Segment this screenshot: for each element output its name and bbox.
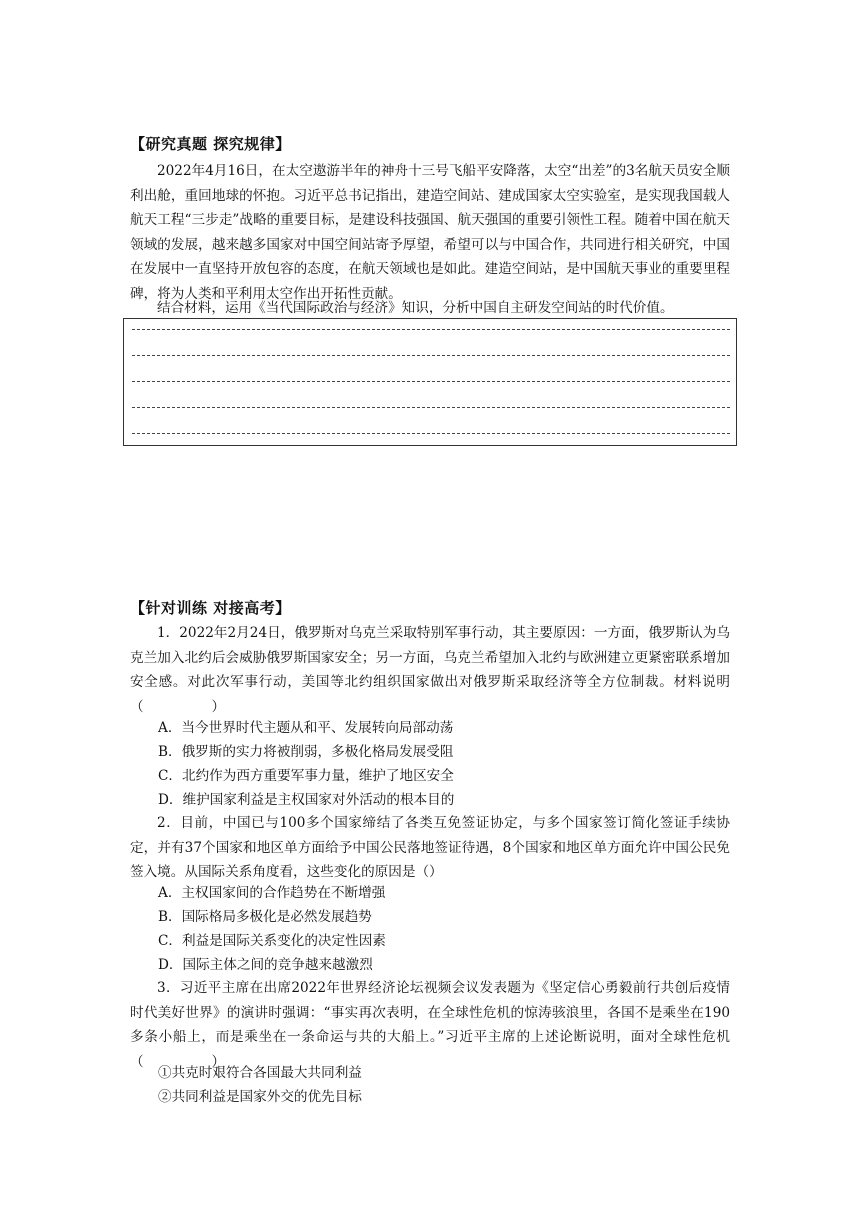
question-3-stem: 3．习近平主席在出席2022年世界经济论坛视频会议发表题为《坚定信心勇毅前行共创后疫情时代美好世界》的演讲时强调：“事实再次表明，在全球性危机的惊涛骇浪里，各国不是乘坐在190多条小船上，而是乘坐在一条命运与共的大船上。”习近平主席的上述论断说明，面对全球性危机（ ） bbox=[130, 980, 730, 1070]
answer-line bbox=[132, 355, 730, 356]
question-1-option-c[interactable]: C．北约作为西方重要军事力量，维护了地区安全 bbox=[158, 768, 454, 784]
question-2-option-b[interactable]: B．国际格局多极化是必然发展趋势 bbox=[158, 909, 372, 925]
answer-line bbox=[132, 433, 730, 434]
question-3-item-2[interactable]: ②共同利益是国家外交的优先目标 bbox=[158, 1089, 362, 1105]
answer-line bbox=[132, 381, 730, 382]
question-2-option-a[interactable]: A．主权国家间的合作趋势在不断增强 bbox=[158, 885, 386, 901]
question-2-stem: 2．目前，中国已与100多个国家缔结了各类互免签证协定，与多个国家签订简化签证手续协定，并有37个国家和地区单方面给予中国公民落地签证待遇，8个国家和地区单方面允许中国公民免签入境。从国际关系角度看，这些变化的原因是（） bbox=[130, 815, 730, 880]
material-paragraph: 2022年4月16日，在太空遨游半年的神舟十三号飞船平安降落，太空“出差”的3名航天员安全顺利出舱，重回地球的怀抱。习近平总书记指出，建造空间站、建成国家太空实验室，是实现我国载人航天工程“三步走”战略的重要目标，是建设科技强国、航天强国的重要引领性工程。随着中国在航天领域的发展，越来越多国家对中国空间站寄予厚望，希望可以与中国合作，共同进行相关研究，中国在发展中一直坚持开放包容的态度，在航天领域也是如此。建造空间站，是中国航天事业的重要里程碑，将为人类和平利用太空作出开拓性贡献。 bbox=[130, 163, 730, 302]
section-heading-training: 【针对训练 对接高考】 bbox=[130, 599, 291, 617]
analysis-question: 结合材料，运用《当代国际政治与经济》知识，分析中国自主研发空间站的时代价值。 bbox=[157, 300, 674, 316]
answer-line bbox=[132, 329, 730, 330]
question-2-option-d[interactable]: D．国际主体之间的竞争越来越激烈 bbox=[158, 957, 373, 973]
question-1-option-b[interactable]: B．俄罗斯的实力将被削弱，多极化格局发展受阻 bbox=[158, 744, 454, 760]
question-1-stem: 1．2022年2月24日，俄罗斯对乌克兰采取特别军事行动，其主要原因：一方面，俄罗斯认为乌克兰加入北约后会威胁俄罗斯国家安全；另一方面，乌克兰希望加入北约与欧洲建立更紧密联系增加安全感。对此次军事行动，美国等北约组织国家做出对俄罗斯采取经济等全方位制裁。材料说明（ ） bbox=[130, 625, 730, 715]
question-1-option-d[interactable]: D．维护国家利益是主权国家对外活动的根本目的 bbox=[158, 792, 455, 808]
answer-line bbox=[132, 407, 730, 408]
answer-box[interactable] bbox=[123, 318, 737, 446]
question-1-option-a[interactable]: A．当今世界时代主题从和平、发展转向局部动荡 bbox=[158, 720, 454, 736]
section-heading-research: 【研究真题 探究规律】 bbox=[130, 135, 291, 153]
question-2-option-c[interactable]: C．利益是国际关系变化的决定性因素 bbox=[158, 933, 386, 949]
question-3-item-1[interactable]: ①共克时艰符合各国最大共同利益 bbox=[158, 1065, 362, 1081]
